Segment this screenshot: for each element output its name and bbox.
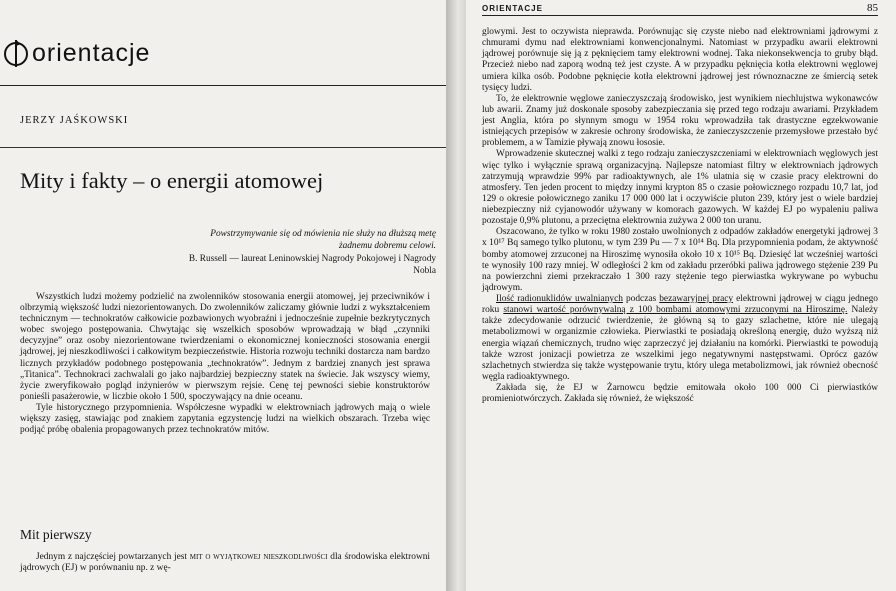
- article-title: Mity i fakty – o energii atomowej: [20, 168, 324, 194]
- header-rule: [482, 15, 878, 16]
- book-gutter: [446, 0, 466, 591]
- paragraph: Tyle historycznego przypomnienia. Współczesne wypadki w elektrowniach jądrowych mają o wiele większy zasięg, stawiając pod znakiem zapytania egzystencję ludzi na wielkich obszarach. Trzeba więc podjąć próbę obalenia propagowanych przez technokratów mitów.: [20, 402, 430, 436]
- epigraph: [176, 228, 436, 278]
- orientacje-logo-icon: [2, 38, 30, 68]
- running-header: ORIENTACJE: [482, 4, 543, 13]
- right-body-text: [482, 27, 878, 405]
- section-header: [2, 33, 150, 73]
- paragraph-tail: dla środowiska elektrowni jądrowych (EJ) w porównaniu np. z wę-: [20, 552, 431, 574]
- paragraph: Oszacowano, że tylko w roku 1980 zostało uwolnionych z odpadów zakładów energetyki jądrowej 3 x 10¹⁷ Bq samego tylko plutonu, w tym 239 Pu — 7 x 10¹⁴ Bq. Dla przypomnienia podam, że aktywność bomby atomowej zrzuconej na Hiroszimę wynosiła około 10 x 10¹⁵ Bq. Dziesięć lat wcześniej wartości te wynosiły 100 razy mniej. W odległości 2 km od zakładu przeróbki paliwa jądrowego stężenie 239 Pu na powierzchni ziemi przekraczało 1 300 razy stężenie tego pierwiastka wykrywane po wybuchu jądrowym.: [482, 227, 878, 293]
- underlined-text: Ilość radionuklidów uwalnianych: [496, 294, 623, 304]
- page-number: 85: [867, 2, 878, 14]
- section-rule: [0, 85, 446, 86]
- paragraph: [20, 552, 430, 574]
- section-title: orientacje: [32, 38, 151, 67]
- paragraph: glowymi. Jest to oczywista nieprawda. Porównując się czyste niebo nad elektrowniami jądrowymi z chmurami dymu nad elektrowniami konwencjonalnymi. Natomiast w przypadku awarii elektrowni jądrowej porównuje się ją z pęknięciem tamy elektrowni wodnej. Taka niekonsekwencja to gruby błąd. Przecież niebo nad zaporą wodną też jest czyste. A w przypadku pęknięcia kotła elektrowni węglowej umiera kilka osób. Podobne pęknięcie kotła elektrowni jądrowej jest równoznaczne ze śmiercią setek tysięcy ludzi.: [482, 27, 878, 93]
- left-body-text: [20, 292, 430, 436]
- paragraph: Wszystkich ludzi możemy podzielić na zwolenników stosowania energii atomowej, jej przeciwników i olbrzymią większość ludzi niezorientowanych. Do zwolenników zaliczamy głównie ludzi z wykształceniem technicznym — technokratów całkowicie pozbawionych wyobraźni i jednocześnie zupełnie bezkrytycznych wobec swojego postępowania. Chwytając się wszelkich sposobów wprowadzają w błąd „czynniki decyzyjne” oraz osoby niezorientowane twierdzeniami o ekonomicznej konieczności stosowania energii jądrowej, jej nieszkodliwości i całkowitym bezpieczeństwie. Historia rozwoju techniki dostarcza nam bardzo licznych przykładów podobnego postępowania „technokratów”. Jednym z bardziej znanych jest sprawa „Titanica”. Technokraci zachwalali go jako najbardziej bezpieczny statek na świecie. Jak wszyscy wiemy, życie zweryfikowało pogląd inżynierów w pierwszym rejsie. Cenę tej pewności siebie konstruktorów ponieśli pasażerowie, w liczbie około 1 500, spoczywający na dnie oceanu.: [20, 292, 430, 402]
- paragraph: Wprowadzenie skutecznej walki z tego rodzaju zanieczyszczeniami w elektrowniach węglowych jest więc tylko i wyłącznie sprawą organizacyjną. Najlepsze natomiast filtry w elektrowniach jądrowych zatrzymują wprawdzie 99% par radioaktywnych, ale 1% ulatnia się w czasie pracy elektrowni do atmosfery. Ten jeden procent to między innymi krypton 85 o czasie połowicznego rozpadu 10,7 lat, jod 129 o okresie połowicznego zaniku 17 000 000 lat i oczywiście pluton 239, który jest o wiele bardziej niebezpieczny niż cyjanowodór używany w komorach gazowych. W każdej EJ po wypaleniu paliwa pozostaje 0,9% plutonu, a przeciętna elektrownia zużywa 2 000 ton uranu.: [482, 149, 878, 227]
- paragraph: [482, 294, 878, 383]
- epigraph-attribution: B. Russell — laureat Leninowskiej Nagrody Pokojowej i Nagrody Nobla: [188, 253, 436, 277]
- article-author: JERZY JAŚKOWSKI: [20, 115, 129, 126]
- left-body-text-continued: [20, 552, 430, 574]
- paragraph: Zakłada się, że EJ w Żarnowcu będzie emitowała około 100 000 Ci pierwiastków promieniotwórczych. Zakłada się również, że większość: [482, 383, 878, 405]
- paragraph: To, że elektrownie węglowe zanieczyszczają środowisko, jest wynikiem niechlujstwa wykonawców lub awarii. Znamy już doskonale sposoby zabezpieczania się przed tego rodzaju awariami. Przykładem jest Anglia, która po słynnym smogu w 1954 roku wprowadziła tak drastyczne egzekwowanie istniejących przepisów w zakresie ochrony środowiska, że zanieczyszczenie przemysłowe przestało być problemem, a w Tamizie pływają znowu łososie.: [482, 93, 878, 149]
- epigraph-quote: Powstrzymywanie się od mówienia nie służy na dłuższą metę żadnemu dobremu celowi.: [210, 229, 436, 252]
- subheading-mit-pierwszy: Mit pierwszy: [20, 527, 92, 542]
- paragraph-text: Należy także zdecydowanie odrzucić twierdzenie, że główną są to gazy szlachetne, które nie ulegają metabolizmowi w organizmie człowieka. Pierwiastki te posiadają określoną energię, dużo wyższą niż energia wiązań chemicznych, trudno więc zaprzeczyć jej działaniu na komórki. Pierwiastki te powodują także wzrost jonizacji powietrza ze wszelkimi jego negatywnymi następstwami. Oprócz gazów szlachetnych stwierdza się także występowanie trytu, który ulega metabolizmowi, jak również obecność węgla radioaktywnego.: [482, 305, 878, 382]
- right-page: [466, 0, 896, 591]
- paragraph-text: podczas: [622, 294, 660, 304]
- title-rule: [0, 147, 446, 148]
- underlined-text: bezawaryjnej pracy: [659, 294, 734, 304]
- left-page: [0, 0, 447, 591]
- underlined-text: stanowi wartość porównywalną z 100 bombami atomowymi zrzuconymi na Hiroszimę.: [503, 305, 848, 316]
- paragraph-lead: Jednym z najczęściej powtarzanych jest: [36, 552, 190, 562]
- paragraph-small-caps: mit o wyjątkowej nieszkodliwości: [189, 552, 328, 562]
- paragraph-text: elektrowni jądrowej w ciągu jednego roku: [482, 294, 878, 316]
